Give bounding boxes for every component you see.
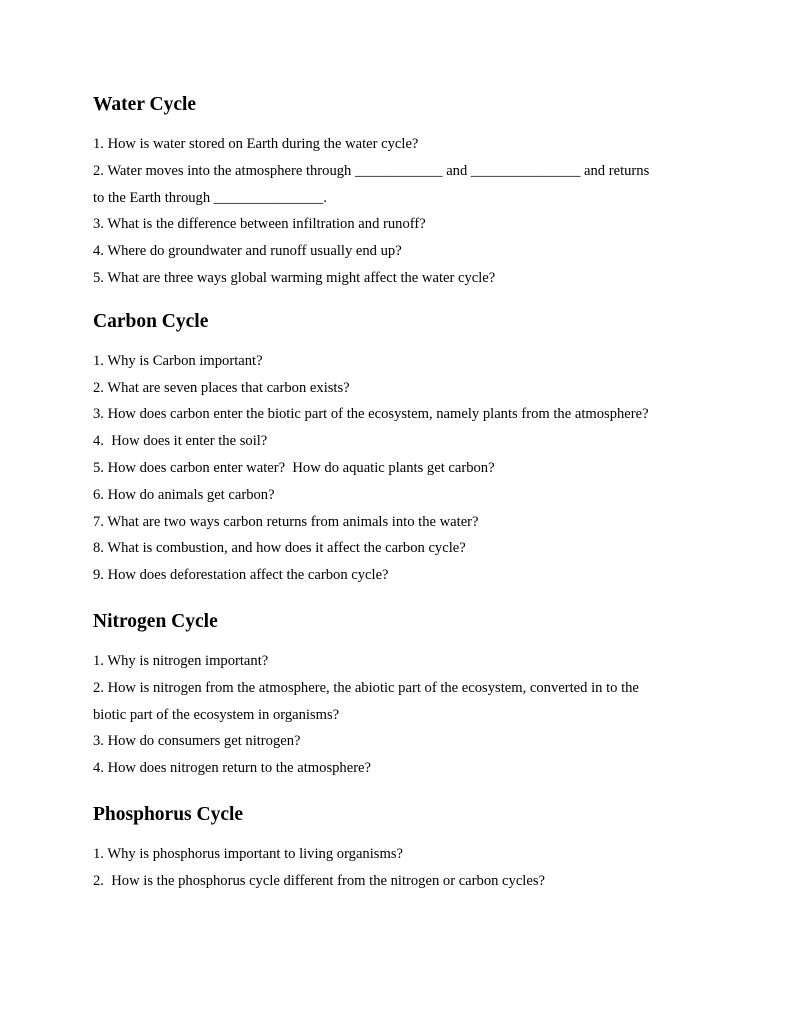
section-nitrogen-cycle (93, 609, 713, 782)
question-line: 4. How does nitrogen return to the atmosphere? (93, 760, 372, 777)
question-line: 2. How is nitrogen from the atmosphere, the abiotic part of the ecosystem, converted in to the (93, 679, 639, 696)
question-line: 8. What is combustion, and how does it affect the carbon cycle? (93, 540, 466, 557)
section-water-cycle (93, 92, 713, 292)
question-line: 3. How does carbon enter the biotic part of the ecosystem, namely plants from the atmosphere? (93, 406, 649, 423)
section-title-phosphorus-cycle: Phosphorus Cycle (93, 803, 244, 825)
question-line: 3. What is the difference between infiltration and runoff? (93, 216, 426, 233)
question-line: 5. How does carbon enter water? How do aquatic plants get carbon? (93, 459, 495, 476)
question-line: 7. What are two ways carbon returns from animals into the water? (93, 513, 479, 530)
question-line: 9. How does deforestation affect the carbon cycle? (93, 567, 389, 584)
section-title-nitrogen-cycle: Nitrogen Cycle (93, 610, 218, 632)
section-title-carbon-cycle: Carbon Cycle (93, 310, 209, 332)
question-line: 1. Why is Carbon important? (93, 352, 263, 369)
section-title-water-cycle: Water Cycle (93, 94, 197, 115)
question-line: 1. Why is phosphorus important to living organisms? (93, 845, 403, 862)
question-line: 3. How do consumers get nitrogen? (93, 733, 301, 750)
question-line: 1. Why is nitrogen important? (93, 652, 269, 669)
question-line: 2. What are seven places that carbon exists? (93, 379, 350, 396)
question-line: 5. What are three ways global warming might affect the water cycle? (93, 269, 496, 286)
section-carbon-cycle (93, 309, 713, 589)
question-line: biotic part of the ecosystem in organisms? (93, 706, 340, 723)
question-line: 2. Water moves into the atmosphere through ____________ and _______________ and returns (93, 162, 650, 179)
question-line: 4. Where do groundwater and runoff usually end up? (93, 243, 402, 260)
question-line: 4. How does it enter the soil? (93, 433, 268, 450)
question-line: to the Earth through _______________. (93, 189, 327, 206)
question-line: 2. How is the phosphorus cycle different from the nitrogen or carbon cycles? (93, 872, 545, 889)
section-phosphorus-cycle (93, 802, 713, 895)
question-line: 6. How do animals get carbon? (93, 486, 275, 503)
question-line: 1. How is water stored on Earth during the water cycle? (93, 136, 419, 152)
worksheet-page (93, 92, 713, 895)
